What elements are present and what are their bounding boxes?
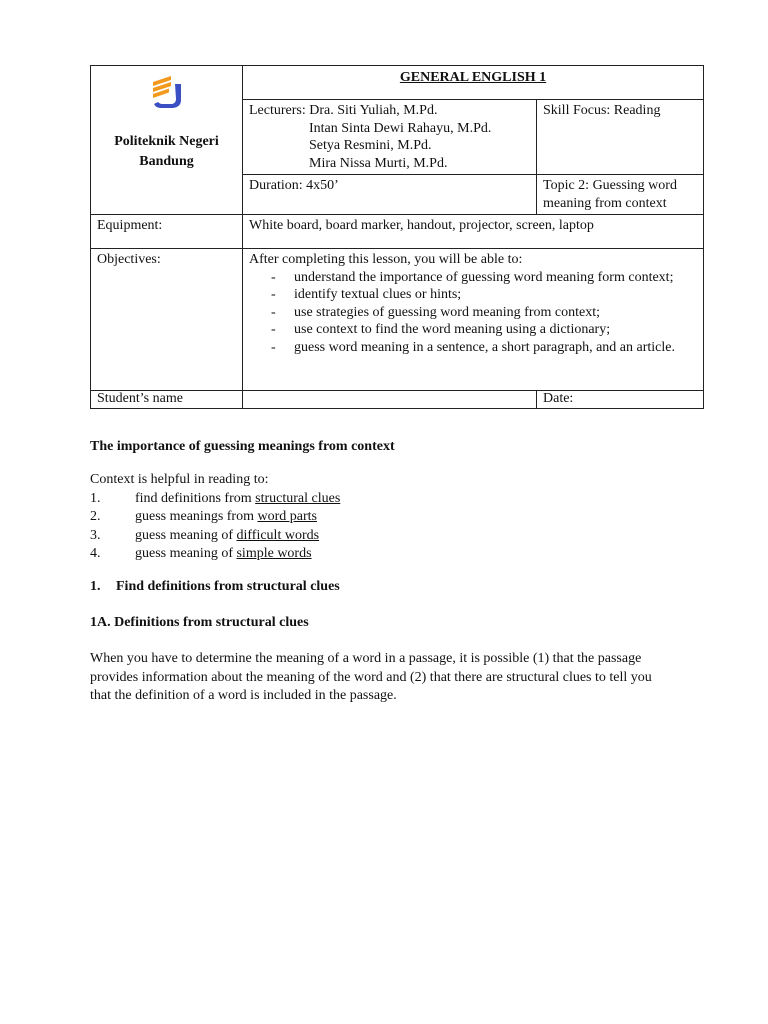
list-item [90, 490, 690, 509]
equipment-value: White board, board marker, handout, projector, screen, laptop [243, 215, 704, 249]
objectives-cell [243, 249, 704, 391]
institution-line-2: Bandung [139, 154, 194, 169]
course-title: GENERAL ENGLISH 1 [243, 66, 704, 100]
lecturer-name: Mira Nissa Murti, M.Pd. [309, 155, 448, 171]
list-item [90, 527, 690, 546]
item-number: 1. [90, 490, 101, 506]
section-1a-paragraph: When you have to determine the meaning of a word in a passage, it is possible (1) that the passage provides information about the meaning of the word and (2) that there are structural clues to tell you that the definition of a word is included in the passage. [90, 651, 652, 703]
item-text: guess meaning of [135, 527, 237, 543]
importance-intro: Context is helpful in reading to: [90, 472, 269, 487]
item-text: find definitions from [135, 490, 256, 506]
topic: Topic 2: Guessing word meaning from context [537, 175, 704, 215]
institution-line-1: Politeknik Negeri [114, 134, 219, 149]
item-number: 4. [90, 546, 101, 561]
objective-item: - use strategies of guessing word meaning from context; [271, 304, 697, 322]
objective-item: - identify textual clues or hints; [271, 286, 697, 304]
context-uses-list [90, 490, 690, 564]
list-item [90, 508, 690, 527]
subsection-1a-heading: 1A. Definitions from structural clues [90, 615, 309, 630]
objectives-intro: After completing this lesson, you will be able to: [249, 252, 523, 267]
item-number: 2. [90, 509, 101, 524]
skill-focus: Skill Focus: Reading [537, 100, 704, 175]
lecturer-name: Setya Resmini, M.Pd. [309, 138, 432, 153]
item-text: guess meaning of [135, 546, 237, 561]
date-label: Date: [537, 391, 704, 409]
objective-item: - guess word meaning in a sentence, a short paragraph, and an article. [271, 339, 697, 357]
objective-item: - understand the importance of guessing word meaning form context; [271, 269, 697, 287]
equipment-label: Equipment: [91, 215, 243, 249]
item-number: 3. [90, 527, 101, 543]
section-number: 1. [90, 579, 101, 594]
item-link[interactable]: simple words [236, 546, 312, 561]
institution-name [97, 132, 236, 172]
lecturers-cell [243, 100, 537, 175]
item-link[interactable]: structural clues [255, 490, 341, 506]
student-name-field[interactable] [243, 391, 537, 409]
lecturer-name: Dra. Siti Yuliah, M.Pd. [309, 103, 438, 118]
item-link[interactable]: difficult words [236, 527, 320, 543]
polban-logo-icon [149, 74, 185, 110]
student-name-label: Student’s name [91, 391, 243, 409]
duration: Duration: 4x50’ [243, 175, 537, 215]
lecturers-label: Lecturers: [249, 103, 306, 118]
lecturer-line-1 [249, 102, 530, 120]
importance-heading: The importance of guessing meanings from context [90, 439, 395, 454]
objectives-label: Objectives: [91, 249, 243, 391]
objectives-list [249, 269, 697, 357]
item-text: guess meanings from [135, 509, 258, 524]
section-1-heading [90, 578, 690, 597]
objective-item: - use context to find the word meaning using a dictionary; [271, 321, 697, 339]
list-item [90, 545, 690, 564]
lecturer-name: Intan Sinta Dewi Rahayu, M.Pd. [309, 120, 492, 136]
section-title: Find definitions from structural clues [116, 579, 340, 594]
item-link[interactable]: word parts [257, 509, 317, 524]
importance-section [90, 471, 690, 564]
institution-cell [91, 66, 243, 215]
lesson-header-table [90, 65, 704, 409]
